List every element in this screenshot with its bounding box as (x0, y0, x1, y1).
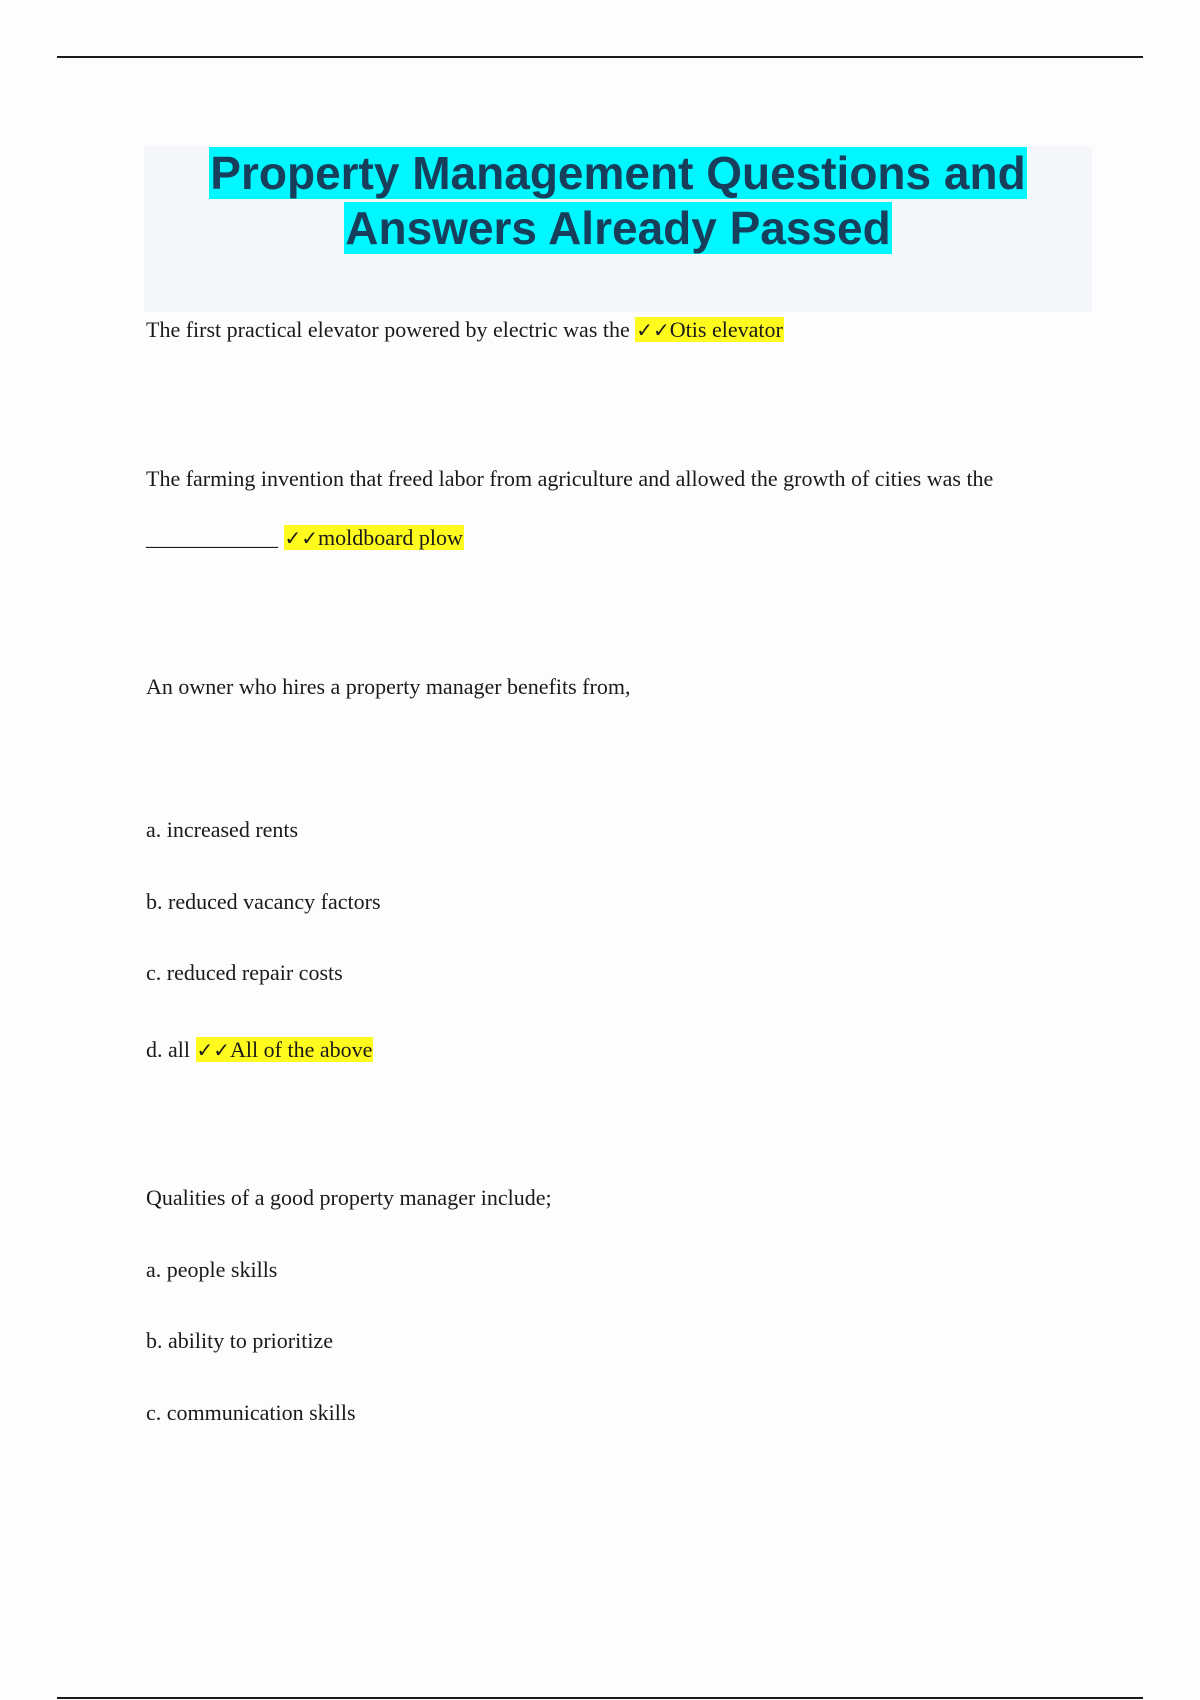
question-3-option-c (146, 959, 343, 987)
checkmark-icon: ✓✓ (636, 318, 670, 342)
checkmark-icon: ✓✓ (196, 1038, 231, 1062)
question-3-answer (196, 1037, 374, 1062)
document-title-line-1: Property Management Questions and (210, 147, 1026, 199)
title-box (144, 146, 1092, 312)
question-2-answer (284, 525, 464, 550)
question-3-answer-text: All of the above (230, 1037, 373, 1062)
question-1-answer (635, 317, 784, 342)
checkmark-icon: ✓✓ (284, 526, 319, 550)
question-3 (146, 673, 630, 701)
question-2-blank: ____________ (146, 525, 278, 550)
question-4-option-c (146, 1399, 356, 1427)
question-4-option-b (146, 1327, 333, 1355)
question-2-answer-line (146, 524, 464, 552)
option-text: a. people skills (146, 1257, 278, 1282)
option-text: c. reduced repair costs (146, 960, 343, 985)
option-text: c. communication skills (146, 1400, 356, 1425)
title-block (144, 146, 1092, 256)
footer-rule (57, 1697, 1143, 1699)
question-2 (146, 465, 993, 493)
question-2-text: The farming invention that freed labor from agriculture and allowed the growth of cities was the (146, 466, 994, 491)
question-1-text: The first practical elevator powered by electric was the (146, 317, 630, 342)
header-rule (57, 56, 1143, 58)
option-text: a. increased rents (146, 817, 299, 842)
question-1-answer-text: Otis elevator (669, 317, 783, 342)
option-text: b. ability to prioritize (146, 1328, 333, 1353)
question-4-text: Qualities of a good property manager include; (146, 1185, 552, 1210)
question-3-option-d (146, 1036, 373, 1064)
option-text: d. all (146, 1037, 190, 1062)
question-3-option-a (146, 816, 298, 844)
question-3-text: An owner who hires a property manager benefits from, (146, 674, 631, 699)
question-4 (146, 1184, 552, 1212)
question-4-option-a (146, 1256, 277, 1284)
question-3-option-b (146, 888, 381, 916)
question-2-answer-text: moldboard plow (318, 525, 463, 550)
question-1 (146, 316, 784, 344)
option-text: b. reduced vacancy factors (146, 889, 381, 914)
document-title-line-2: Answers Already Passed (345, 202, 891, 254)
